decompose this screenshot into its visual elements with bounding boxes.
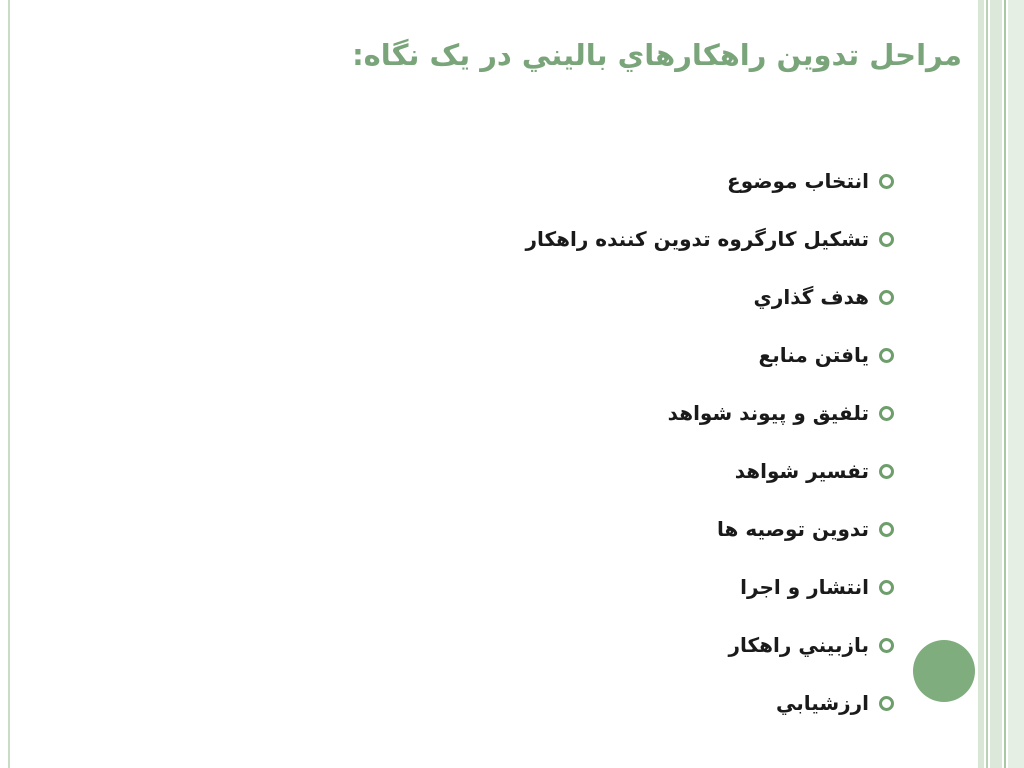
right-stripe	[986, 0, 988, 768]
list-item-label: انتخاب موضوع	[727, 169, 869, 193]
hollow-circle-bullet-icon	[879, 232, 894, 247]
list-item	[525, 152, 894, 210]
slide-title: مراحل تدوين راهكارهاي باليني در يک نگاه:	[352, 38, 962, 72]
list-item-label: تشكيل كارگروه تدوين كننده راهكار	[525, 227, 869, 251]
hollow-circle-bullet-icon	[879, 174, 894, 189]
right-stripe	[1004, 0, 1006, 768]
bullet-list	[525, 152, 894, 732]
list-item-label: يافتن منابع	[758, 343, 869, 367]
right-stripe	[978, 0, 984, 768]
hollow-circle-bullet-icon	[879, 580, 894, 595]
list-item	[525, 326, 894, 384]
list-item-label: ارزشيابي	[776, 691, 869, 715]
hollow-circle-bullet-icon	[879, 464, 894, 479]
hollow-circle-bullet-icon	[879, 696, 894, 711]
list-item-label: انتشار و اجرا	[740, 575, 869, 599]
right-stripe	[1008, 0, 1024, 768]
list-item	[525, 500, 894, 558]
list-item	[525, 210, 894, 268]
hollow-circle-bullet-icon	[879, 290, 894, 305]
hollow-circle-bullet-icon	[879, 522, 894, 537]
list-item-label: تفسير شواهد	[734, 459, 869, 483]
hollow-circle-bullet-icon	[879, 348, 894, 363]
list-item	[525, 674, 894, 732]
hollow-circle-bullet-icon	[879, 638, 894, 653]
hollow-circle-bullet-icon	[879, 406, 894, 421]
list-item	[525, 616, 894, 674]
list-item	[525, 384, 894, 442]
list-item-label: تلفيق و پيوند شواهد	[667, 401, 869, 425]
left-frame-line	[8, 0, 10, 768]
list-item-label: هدف گذاري	[753, 285, 869, 309]
list-item	[525, 268, 894, 326]
list-item-label: تدوين توصيه ها	[717, 517, 869, 541]
right-stripe	[990, 0, 1002, 768]
list-item-label: بازبيني راهكار	[728, 633, 869, 657]
decorative-circle	[913, 640, 975, 702]
list-item	[525, 442, 894, 500]
list-item	[525, 558, 894, 616]
